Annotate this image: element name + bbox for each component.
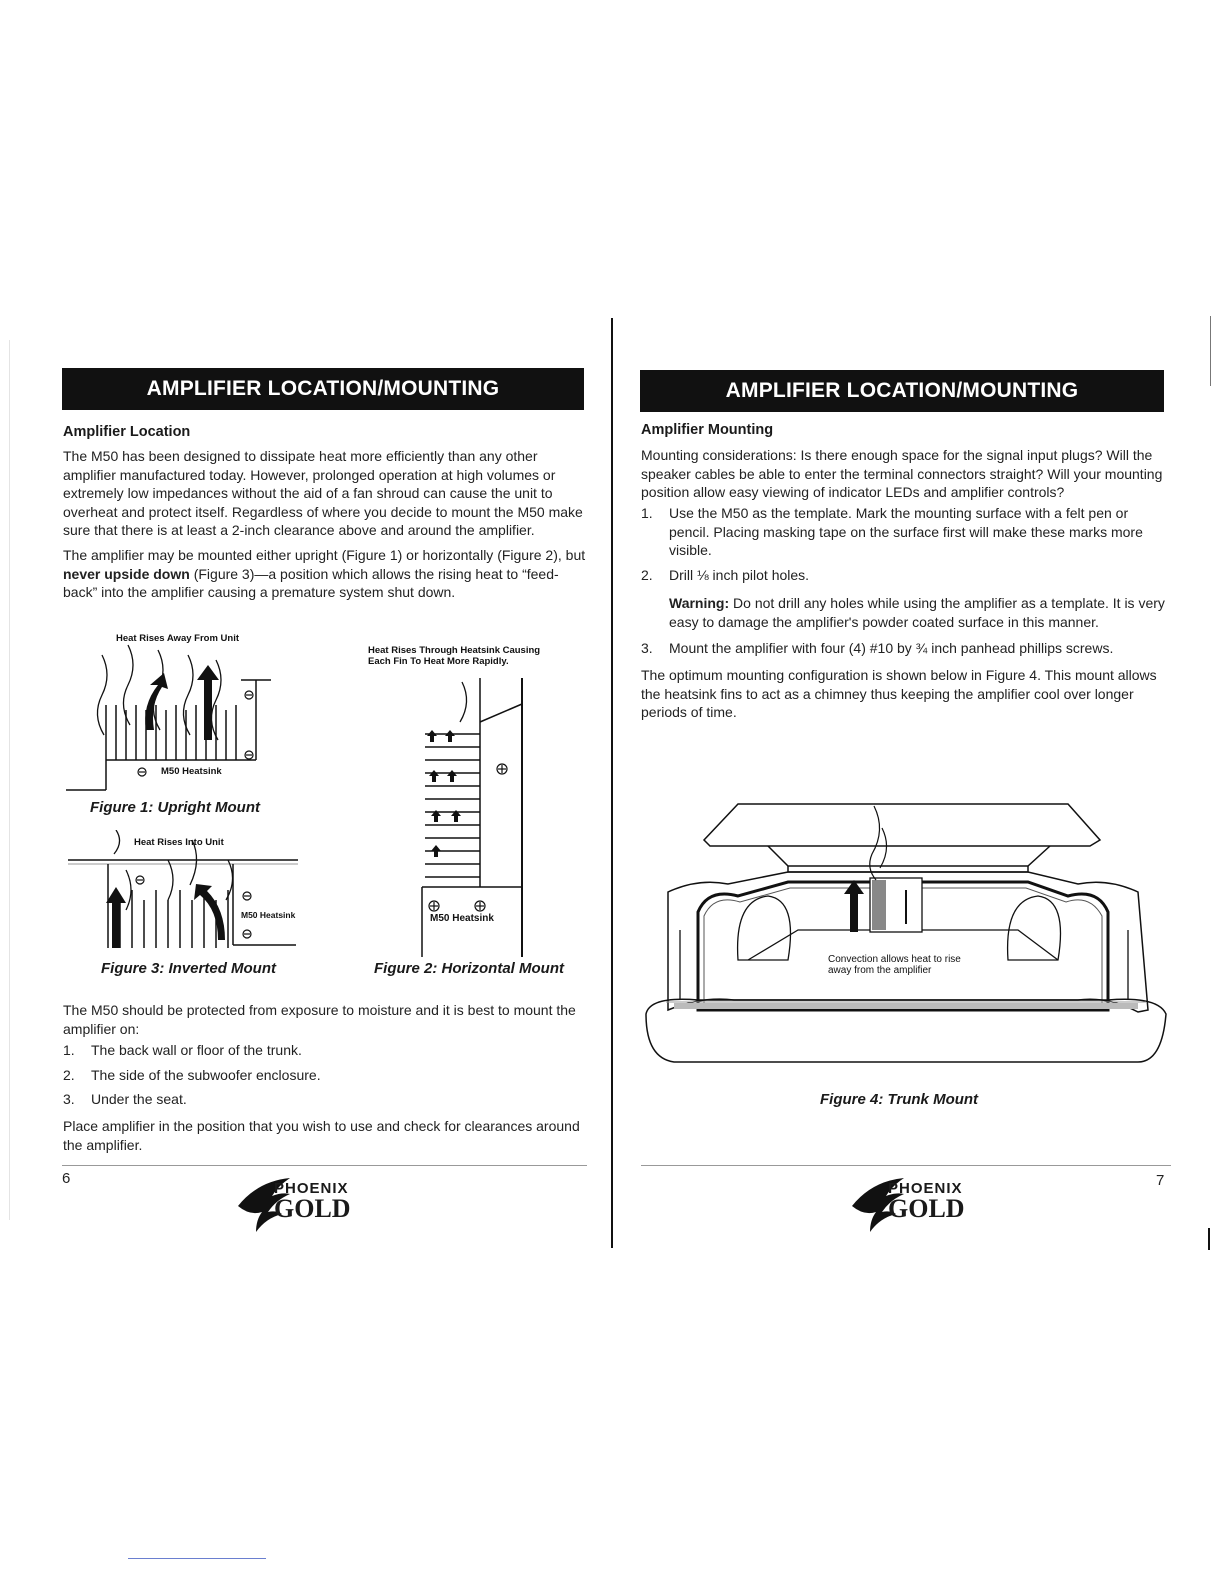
list-number: 1. [641,505,653,521]
left-para-2 [63,546,591,602]
list-item [641,504,1171,560]
right-warning [669,594,1171,637]
right-page-header: AMPLIFIER LOCATION/MOUNTING [640,370,1164,412]
fig1-caption: Figure 1: Upright Mount [90,799,260,816]
fig2-caption: Figure 2: Horizontal Mount [374,960,564,977]
list-number: 3. [63,1091,75,1108]
fig1-label-top: Heat Rises Away From Unit [116,633,240,644]
right-footer-rule [641,1165,1171,1166]
left-page-number: 6 [62,1170,71,1187]
figure-2-horizontal [410,672,540,957]
left-body-text-3 [63,1117,591,1160]
warning-text: Do not drill any holes while using the amplifier as a template. It is very easy to damage the amplifier's powder coated surface in this manner. [669,595,1165,630]
warning-label: Warning: [669,595,730,611]
right-para-2: The optimum mounting configuration is shown below in Figure 4. This mount allows the heatsink fins to act as a chimney thus keeping the amplifier cool over longer periods of time. [641,667,1157,721]
left-body-text-2 [63,1001,591,1044]
right-page-number: 7 [1156,1172,1165,1189]
right-mount-list-3 [641,639,1171,664]
bottom-scan-mark [128,1558,266,1559]
right-section-title: Amplifier Mounting [641,422,774,438]
right-edge-mark-bottom [1208,1228,1210,1250]
list-text: The side of the subwoofer enclosure. [91,1066,321,1083]
list-item [63,1090,591,1109]
left-para-4: Place amplifier in the position that you wish to use and check for clearances around the amplifier. [63,1118,580,1153]
list-text: Mount the amplifier with four (4) #10 by ¾ inch panhead phillips screws. [669,640,1114,656]
left-para-1: The M50 has been designed to dissipate heat more efficiently than any other amplifier manufactured today. However, prolonged operation at high volumes or extremely low impedances without the aid of a fan shroud can cause the unit to overheat and protect itself. Regardless of where you decide to mount the M50 make sure that there is at least a 2-inch clearance above and around the amplifier. [63,448,583,539]
list-item [641,566,1171,585]
page-divider [611,318,613,1248]
list-number: 1. [63,1042,75,1058]
fig3-caption: Figure 3: Inverted Mount [101,960,277,977]
list-number: 2. [641,566,653,583]
right-para-1: Mounting considerations: Is there enough space for the signal input plugs? Will the speaker cables be able to enter the terminal connectors straight? Will your mounting position allow easy viewing of indicator LEDs and amplifier controls? [641,447,1163,501]
list-text: Use the M50 as the template. Mark the mounting surface with a felt pen or pencil. Placing masking tape on the surface first will make these marks more visible. [669,505,1143,559]
list-text: The back wall or floor of the trunk. [91,1042,302,1058]
list-item [63,1066,591,1085]
fig3-label-heatsink: M50 Heatsink [241,910,296,920]
left-para-3: The M50 should be protected from exposure to moisture and it is best to mount the amplifier on: [63,1002,576,1037]
logo-text-top: PHOENIX [888,1180,963,1197]
right-body-text [641,446,1171,508]
left-page-header: AMPLIFIER LOCATION/MOUNTING [62,368,584,410]
fig2-label-heatsink: M50 Heatsink [430,913,494,924]
left-para-2-b: (Figure 3)—a position which allows the rising heat to “feed-back” into the amplifier causing a premature system shut down. [63,565,559,601]
left-section-title: Amplifier Location [63,424,191,440]
right-footer-logo [846,1174,1006,1234]
fig1-label-heatsink: M50 Heatsink [161,766,222,777]
list-number: 2. [63,1066,75,1083]
right-body-text-2 [641,666,1171,728]
fig2-label-top-1: Heat Rises Through Heatsink Causing [368,645,541,656]
right-edge-mark [1210,316,1211,386]
list-number: 3. [641,640,653,656]
left-para-2-a: The amplifier may be mounted either upright (Figure 1) or horizontally (Figure 2), but [63,546,586,563]
fig3-heatsink-diagram [68,830,300,955]
left-footer-logo [232,1174,392,1234]
left-footer-rule [62,1165,587,1166]
left-edge-scan [9,340,10,1220]
figure-3-inverted [68,830,300,955]
left-para-2-bold: never upside down [63,565,190,582]
fig2-label-top-2: Each Fin To Heat More Rapidly. [368,656,509,667]
fig4-caption: Figure 4: Trunk Mount [820,1091,979,1108]
fig3-label-top: Heat Rises Into Unit [134,837,224,848]
warning-paragraph [669,594,1171,631]
list-text: Under the seat. [91,1091,187,1108]
fig4-label-2: away from the amplifier [828,965,932,976]
list-item [63,1041,591,1060]
left-body-text [63,447,591,608]
figure-1-upright [66,630,296,800]
list-item [641,639,1171,658]
logo-text-bottom: GOLD [274,1194,351,1223]
logo-text-top: PHOENIX [274,1180,349,1197]
left-mount-list [63,1041,591,1115]
fig4-label-1: Convection allows heat to rise [828,954,961,965]
fig4-trunk-diagram [638,800,1170,1072]
right-mount-list [641,504,1171,590]
figure-4-trunk [638,800,1170,1072]
list-text: Drill ⅛ inch pilot holes. [669,566,810,583]
logo-text-bottom: GOLD [888,1194,965,1223]
